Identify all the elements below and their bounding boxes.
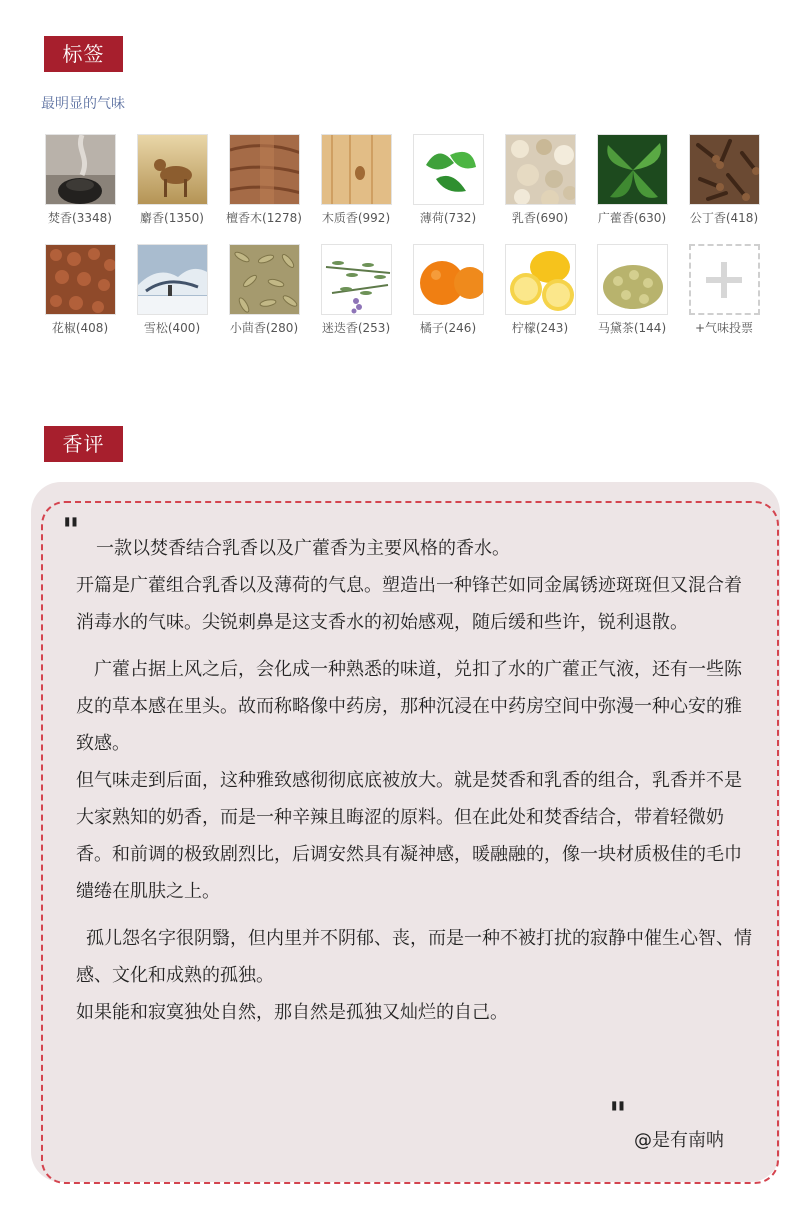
tags-section-header: 标签 (44, 36, 123, 72)
note-tag-label: 广藿香(630) (597, 211, 667, 225)
mate-tea-image (597, 244, 668, 315)
note-tag-label: 花椒(408) (51, 321, 109, 335)
review-paragraph: 广藿占据上风之后，会化成一种熟悉的味道，兑扣了水的广藿正气液，还有一些陈皮的草本感在里头。故而称略像中药房，那种沉浸在中药房空间中弥漫一种心安的雅致感。 (76, 659, 742, 754)
vote-note-button[interactable] (678, 244, 770, 337)
cedar-tree-image (137, 244, 208, 315)
wood-plank-image (321, 134, 392, 205)
incense-smoke-image (45, 134, 116, 205)
review-paragraph: 如果能和寂寞独处自然，那自然是孤独又灿烂的自己。 (76, 1002, 508, 1023)
note-tag-item[interactable] (678, 134, 770, 227)
rosemary-image (321, 244, 392, 315)
note-tag-label: 迷迭香(253) (321, 321, 391, 335)
patchouli-leaves-image (597, 134, 668, 205)
sichuan-pepper-image (45, 244, 116, 315)
note-tag-label: 公丁香(418) (689, 211, 759, 225)
note-tag-item[interactable] (126, 134, 218, 227)
orange-image (413, 244, 484, 315)
review-paragraph: 开篇是广藿组合乳香以及薄荷的气息。塑造出一种锋芒如同金属锈迹斑斑但又混合着消毒水的气味。尖锐刺鼻是这支香水的初始感观，随后缓和些许，锐利退散。 (76, 575, 742, 633)
note-tag-item[interactable] (218, 134, 310, 227)
note-tag-item[interactable] (34, 244, 126, 337)
open-quote-icon: " (62, 511, 80, 551)
note-tag-item[interactable] (310, 244, 402, 337)
note-tag-label: 焚香(3348) (48, 211, 112, 225)
note-tag-item[interactable] (218, 244, 310, 337)
note-tag-label: 木质香(992) (321, 211, 391, 225)
note-tag-label: 柠檬(243) (511, 321, 569, 335)
review-author: @是有南呐 (634, 1130, 724, 1151)
note-tag-label: 檀香木(1278) (226, 211, 302, 225)
note-tag-label: 雪松(400) (143, 321, 201, 335)
sandalwood-image (229, 134, 300, 205)
note-tag-label: 马黛茶(144) (597, 321, 667, 335)
mint-leaves-image (413, 134, 484, 205)
fennel-seeds-image (229, 244, 300, 315)
plus-icon[interactable] (689, 244, 760, 315)
note-tag-label: 小茴香(280) (229, 321, 299, 335)
note-tag-label: 乳香(690) (511, 211, 569, 225)
review-paragraph: 但气味走到后面，这种雅致感彻彻底底被放大。就是焚香和乳香的组合，乳香并不是大家熟知的奶香，而是一种辛辣且晦涩的原料。但在此处和焚香结合，带着轻微奶香。和前调的极致剧烈比，后调安然具有凝神感，暖融融的，像一块材质极佳的毛巾缱绻在肌肤之上。 (76, 770, 742, 902)
note-tag-item[interactable] (586, 244, 678, 337)
note-tag-item[interactable] (126, 244, 218, 337)
lemon-image (505, 244, 576, 315)
musk-deer-image (137, 134, 208, 205)
note-tag-item[interactable] (586, 134, 678, 227)
close-quote-icon: " (609, 1095, 627, 1135)
note-tag-grid (34, 134, 774, 337)
review-section-header: 香评 (44, 426, 123, 462)
vote-note-label[interactable]: +气味投票 (694, 321, 754, 335)
review-paragraph: 孤儿怨名字很阴翳，但内里并不阴郁、丧，而是一种不被打扰的寂静中催生心智、情感、文化和成熟的孤独。 (76, 928, 752, 986)
frankincense-resin-image (505, 134, 576, 205)
note-tag-item[interactable] (494, 244, 586, 337)
cloves-image (689, 134, 760, 205)
note-tag-item[interactable] (494, 134, 586, 227)
note-tag-item[interactable] (310, 134, 402, 227)
tags-subtitle: 最明显的气味 (41, 96, 125, 112)
note-tag-item[interactable] (402, 244, 494, 337)
note-tag-item[interactable] (402, 134, 494, 227)
note-tag-label: 麝香(1350) (140, 211, 204, 225)
review-paragraph: 一款以焚香结合乳香以及广藿香为主要风格的香水。 (96, 538, 510, 559)
review-body (76, 530, 752, 1031)
note-tag-label: 薄荷(732) (419, 211, 477, 225)
note-tag-label: 橘子(246) (419, 321, 477, 335)
note-tag-item[interactable] (34, 134, 126, 227)
